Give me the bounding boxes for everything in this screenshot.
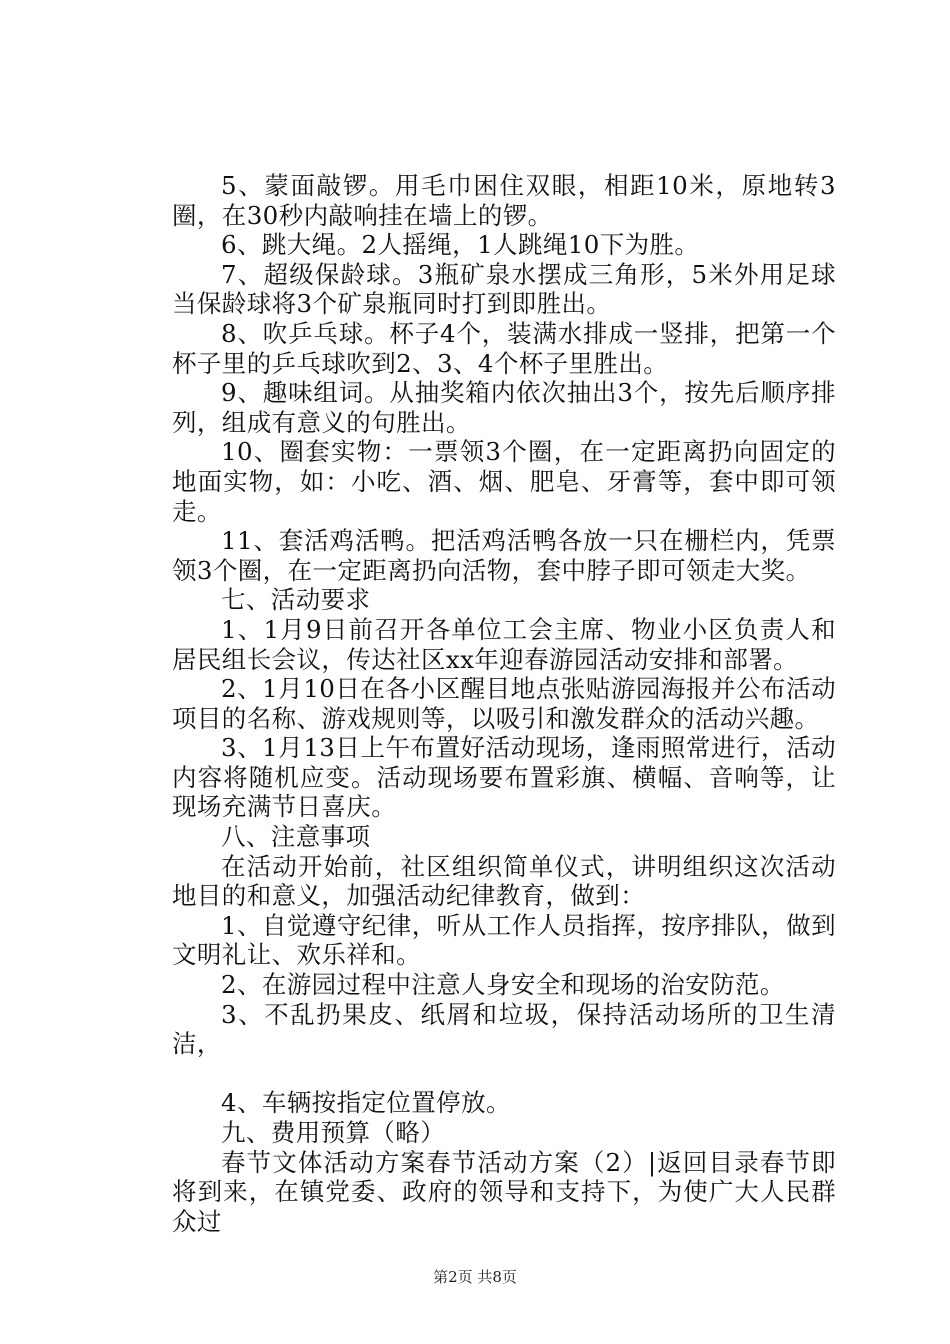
paragraph-item-8: 8、吹乒乓球。杯子4个，装满水排成一竖排，把第一个杯子里的乒乓球吹到2、3、4个杯子里胜出。 [172,318,836,378]
notice-item-1: 1、自觉遵守纪律，听从工作人员指挥，按序排队，做到文明礼让、欢乐祥和。 [172,910,836,970]
requirement-item-1: 1、1月9日前召开各单位工会主席、物业小区负责人和居民组长会议，传达社区xx年迎春游园活动安排和部署。 [172,614,836,674]
section-heading-8: 八、注意事项 [221,822,371,852]
paragraph-item-9: 9、趣味组词。从抽奖箱内依次抽出3个，按先后顺序排列，组成有意义的句胜出。 [172,378,836,437]
paragraph-item-7: 7、超级保龄球。3瓶矿泉水摆成三角形，5米外用足球当保龄球将3个矿泉瓶同时打到即胜出。 [172,259,836,319]
paragraph-item-11: 11、套活鸡活鸭。把活鸡活鸭各放一只在栅栏内，凭票领3个圈，在一定距离扔向活物，套中脖子即可领走大奖。 [172,526,836,585]
requirement-item-2: 2、1月10日在各小区醒目地点张贴游园海报并公布活动项目的名称、游戏规则等，以吸引和激发群众的活动兴趣。 [172,674,836,733]
paragraph-item-6: 6、跳大绳。2人摇绳，1人跳绳10下为胜。 [221,230,700,260]
notice-item-3: 3、不乱扔果皮、纸屑和垃圾，保持活动场所的卫生清洁， [172,999,836,1059]
notice-item-4: 4、车辆按指定位置停放。 [221,1088,511,1118]
paragraph-item-5: 5、蒙面敲锣。用毛巾困住双眼，相距10米，原地转3圈，在30秒内敲响挂在墙上的锣。 [172,171,836,230]
document-body [172,171,836,1236]
requirement-item-3: 3、1月13日上午布置好活动现场，逢雨照常进行，活动内容将随机应变。活动现场要布置彩旗、横幅、音响等，让现场充满节日喜庆。 [172,733,836,822]
blank-line [172,1059,836,1089]
next-plan-paragraph: 春节文体活动方案春节活动方案（2）|返回目录春节即将到来，在镇党委、政府的领导和支持下，为使广大人民群众过 [172,1147,836,1236]
section-heading-9: 九、费用预算（略） [221,1118,446,1147]
notice-item-2: 2、在游园过程中注意人身安全和现场的治安防范。 [221,970,785,1000]
page-number-footer: 第2页 共8页 [433,1268,517,1286]
notice-intro: 在活动开始前，社区组织简单仪式，讲明组织这次活动地目的和意义，加强活动纪律教育，做到： [172,851,836,911]
paragraph-item-10: 10、圈套实物：一票领3个圈，在一定距离扔向固定的地面实物，如：小吃、酒、烟、肥皂、牙膏等，套中即可领走。 [172,437,836,526]
section-heading-7: 七、活动要求 [221,585,371,615]
